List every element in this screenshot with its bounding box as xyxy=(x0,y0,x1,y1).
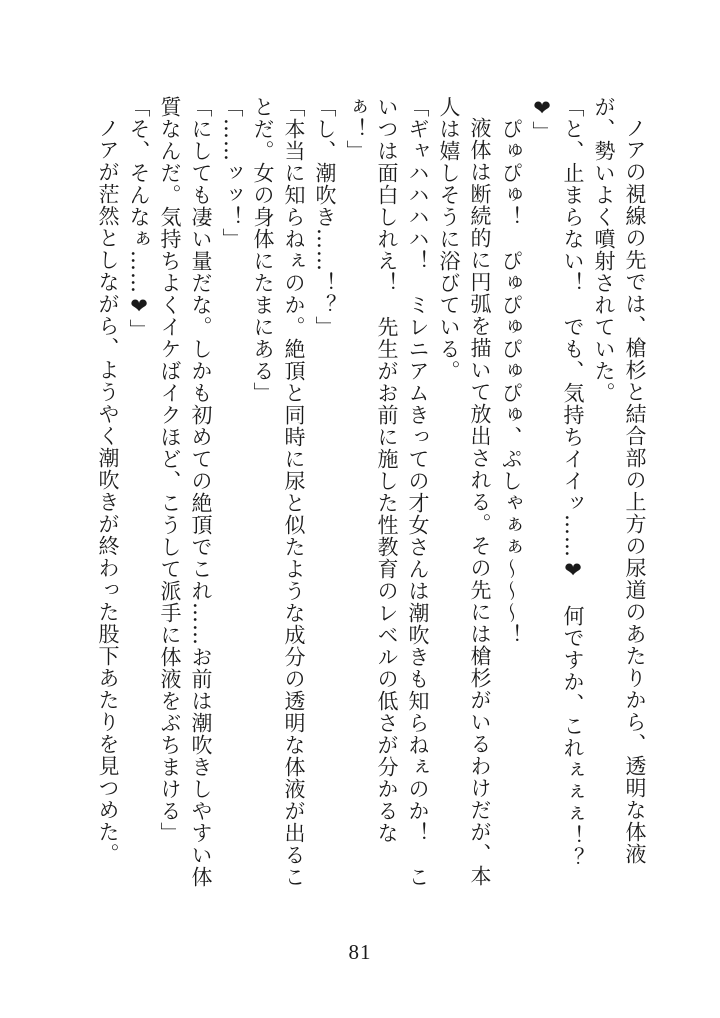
paragraph-2: 「と、止まらない！ でも、気持ちイイッ……❤ 何ですか、これぇぇぇ！？❤」 xyxy=(530,96,585,869)
paragraph-1: ノアの視線の先では、槍杉と結合部の上方の尿道のあたりから、透明な体液が、勢いよく噴射されていた。 xyxy=(592,96,647,865)
paragraph-11: ノアが茫然としながら、ようやく潮吹きが終わった股下あたりを見つめた。 xyxy=(96,117,120,865)
paragraph-3: ぴゅぴゅ！ ぴゅぴゅぴゅぴゅ、ぷしゃぁぁ〜〜〜！ xyxy=(499,96,523,646)
paragraph-7: 「本当に知らねぇのか。絶頂と同時に尿と似たような成分の透明な体液が出ることだ。女の身体にたまにある」 xyxy=(251,96,306,888)
vertical-text-block xyxy=(60,96,650,896)
paragraph-5: 「ギャハハハハ！ ミレニアムきっての才女さんは潮吹きも知らねぇのか！ こいつは面白しれえ！ 先生がお前に施した性教育のレベルの低さが分かるなぁ！」 xyxy=(344,96,430,888)
paragraph-8: 「……ッッ！」 xyxy=(220,96,244,250)
paragraph-4: 液体は断続的に円弧を描いて放出される。その先には槍杉がいるわけだが、本人は嬉しそうに浴びている。 xyxy=(437,96,492,887)
page-number: 81 xyxy=(348,940,372,964)
paragraph-10: 「そ、そんなぁ……❤」 xyxy=(127,96,151,341)
paragraph-9: 「にしても凄い量だな。しかも初めての絶頂でこれ……お前は潮吹きしやすい体質なんだ。気持ちよくイケばイクほど、こうして派手に体液をぶちまける」 xyxy=(158,96,213,888)
paragraph-6: 「し、潮吹き……！？」 xyxy=(313,96,337,338)
